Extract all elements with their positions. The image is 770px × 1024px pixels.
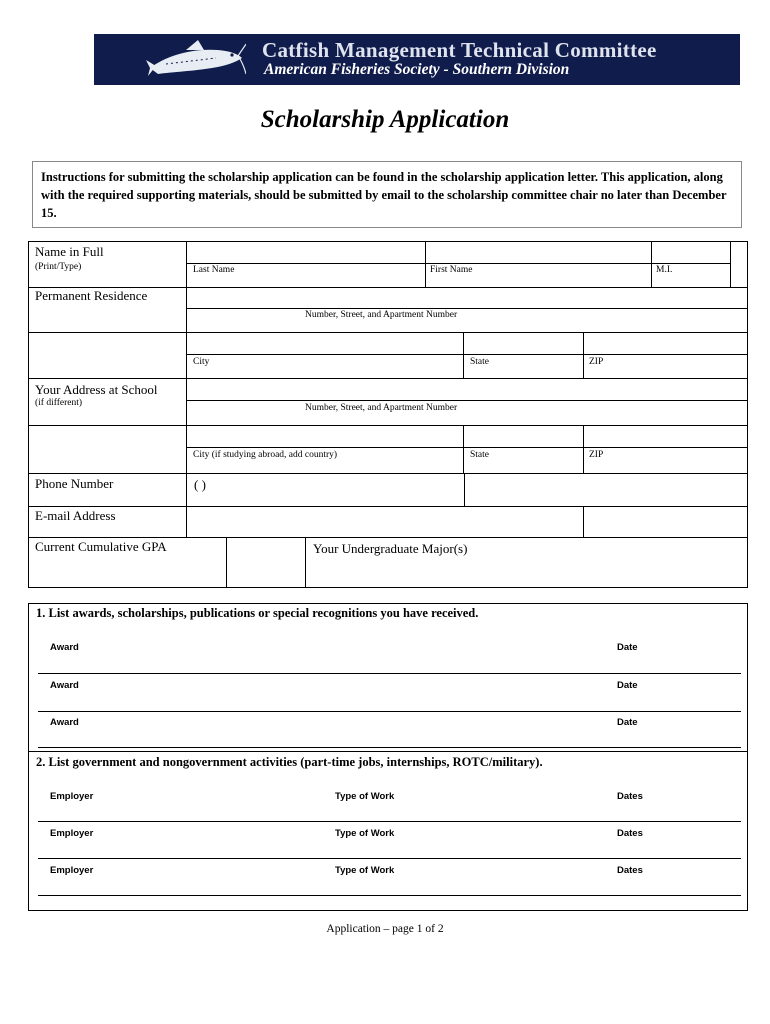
zip2-caption: ZIP: [589, 450, 604, 460]
zip-caption: ZIP: [589, 357, 604, 367]
first-name-caption: First Name: [430, 265, 473, 275]
city2-caption: City (if studying abroad, add country): [193, 450, 338, 460]
state2-caption: State: [470, 450, 489, 460]
employer-label: Employer: [50, 865, 94, 876]
permanent-city-field[interactable]: [187, 333, 462, 354]
employer-label: Employer: [50, 828, 94, 839]
type-of-work-label: Type of Work: [335, 865, 395, 876]
dates-label: Dates: [617, 828, 643, 839]
permanent-zip-field[interactable]: [584, 333, 747, 354]
type-of-work-label: Type of Work: [335, 828, 395, 839]
permanent-street-field[interactable]: [187, 288, 747, 308]
dates-label: Dates: [617, 791, 643, 802]
catfish-logo-icon: [146, 38, 246, 80]
award-label: Award: [50, 642, 79, 653]
state-caption: State: [470, 357, 489, 367]
school-address-label: Your Address at School: [35, 382, 158, 397]
award-label: Award: [50, 717, 79, 728]
email-label: E-mail Address: [35, 508, 116, 523]
phone-label: Phone Number: [35, 476, 114, 491]
mi-field[interactable]: [652, 242, 729, 263]
instructions-box: Instructions for submitting the scholarship application can be found in the scholarship application letter. This application, along with the required supporting materials, should be submitted by email to the scholarship committee chair no later than December 15.: [32, 161, 742, 228]
award-line[interactable]: [38, 747, 741, 748]
last-name-field[interactable]: [187, 242, 424, 263]
award-line[interactable]: [38, 711, 741, 712]
city-caption: City: [193, 357, 210, 367]
email-field[interactable]: [187, 507, 582, 536]
date-label: Date: [617, 642, 638, 653]
award-label: Award: [50, 680, 79, 691]
dates-label: Dates: [617, 865, 643, 876]
street2-caption: Number, Street, and Apartment Number: [305, 403, 458, 413]
name-sublabel: (Print/Type): [35, 262, 82, 272]
major-label: Your Undergraduate Major(s): [313, 541, 468, 556]
school-address-sublabel: (if different): [35, 398, 83, 408]
school-street-field[interactable]: [187, 379, 747, 400]
permanent-state-field[interactable]: [464, 333, 582, 354]
page-footer: Application – page 1 of 2: [326, 923, 444, 935]
org-name: Catfish Management Technical Committee: [262, 38, 657, 62]
award-line[interactable]: [38, 673, 741, 674]
employment-line[interactable]: [38, 858, 741, 859]
header-banner: [94, 34, 740, 85]
name-label: Name in Full: [35, 244, 104, 259]
gpa-field[interactable]: [227, 538, 304, 587]
last-name-caption: Last Name: [193, 265, 235, 275]
section1-title: 1. List awards, scholarships, publications or special recognitions you have received.: [36, 606, 479, 620]
permanent-residence-label: Permanent Residence: [35, 288, 148, 303]
page-title: Scholarship Application: [260, 106, 510, 133]
gpa-label: Current Cumulative GPA: [35, 539, 167, 554]
school-zip-field[interactable]: [584, 426, 747, 447]
date-label: Date: [617, 680, 638, 691]
employment-line[interactable]: [38, 821, 741, 822]
school-city-field[interactable]: [187, 426, 462, 447]
mi-caption: M.I.: [656, 265, 673, 275]
section2-title: 2. List government and nongovernment activities (part-time jobs, internships, ROTC/military).: [36, 755, 543, 769]
employment-line[interactable]: [38, 895, 741, 896]
employer-label: Employer: [50, 791, 94, 802]
school-state-field[interactable]: [464, 426, 582, 447]
street-caption: Number, Street, and Apartment Number: [305, 310, 458, 320]
first-name-field[interactable]: [426, 242, 650, 263]
org-division: American Fisheries Society - Southern Division: [264, 61, 570, 78]
type-of-work-label: Type of Work: [335, 791, 395, 802]
date-label: Date: [617, 717, 638, 728]
phone-field[interactable]: ( ): [194, 477, 206, 492]
